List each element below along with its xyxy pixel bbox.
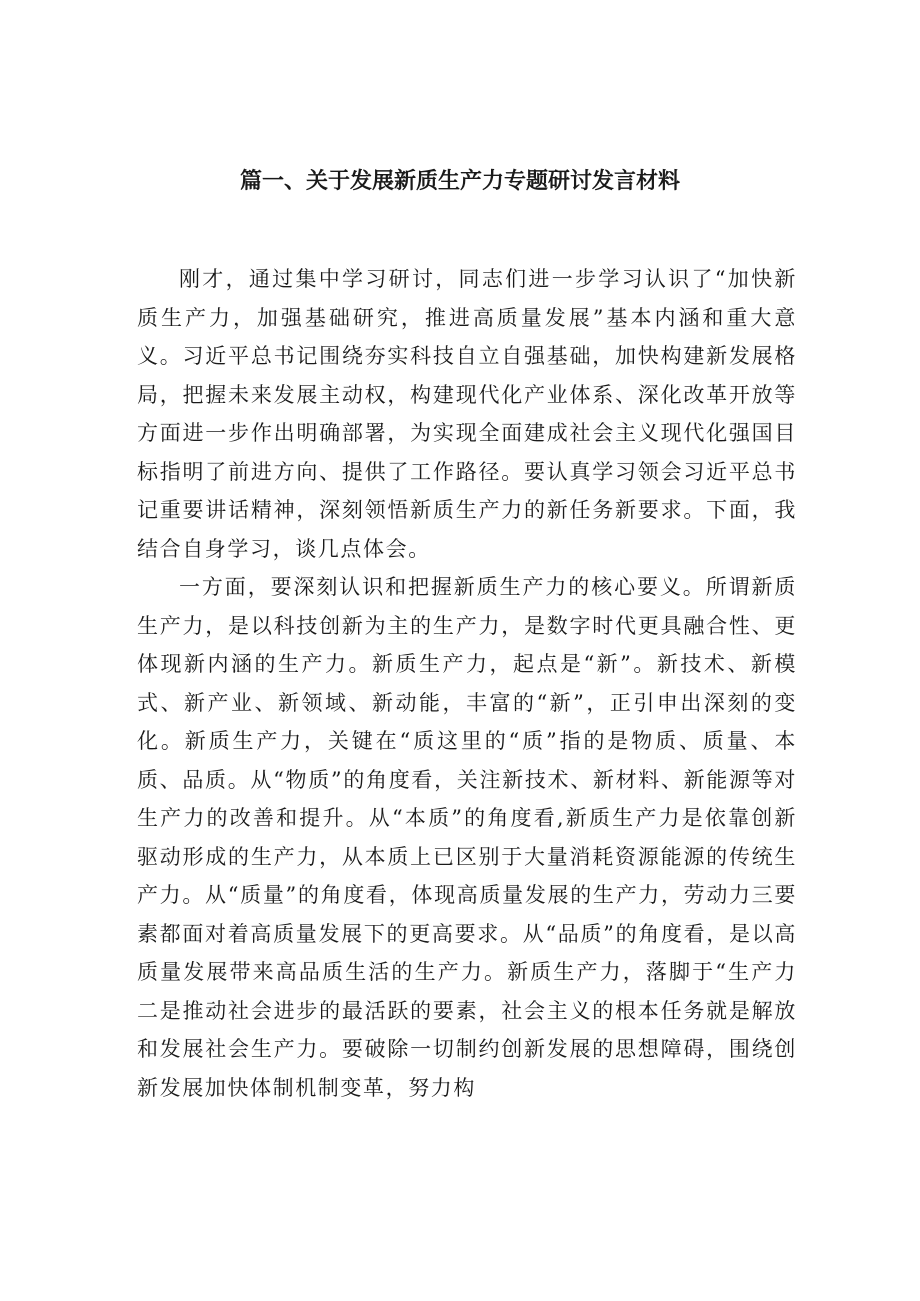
paragraph-core-meaning: 一方面，要深刻认识和把握新质生产力的核心要义。所谓新质生产力，是以科技创新为主的生产力，是数字时代更具融合性、更体现新内涵的生产力。新质生产力，起点是“新”。新技术、新模式、新产业、新领域、新动能，丰富的“新”，正引申出深刻的变化。新质生产力，关键在“质这里的“质”指的是物质、质量、本质、品质。从“物质”的角度看，关注新技术、新材料、新能源等对生产力的改善和提升。从“本质”的角度看,新质生产力是依靠创新驱动形成的生产力，从本质上已区别于大量消耗资源能源的传统生产力。从“质量”的角度看，体现高质量发展的生产力，劳动力三要素都面对着高质量发展下的更高要求。从“品质”的角度看，是以高质量发展带来高品质生活的生产力。新质生产力，落脚于“生产力二是推动社会进步的最活跃的要素，社会主义的根本任务就是解放和发展社会生产力。要破除一切制约创新发展的思想障碍，围绕创新发展加快体制机制变革，努力构 xyxy=(137,575,797,1100)
paragraph-intro: 刚才，通过集中学习研讨，同志们进一步学习认识了“加快新质生产力，加强基础研究，推进高质量发展”基本内涵和重大意义。习近平总书记围绕夯实科技自立自强基础，加快构建新发展格局，把握未来发展主动权，构建现代化产业体系、深化改革开放等方面进一步作出明确部署，为实现全面建成社会主义现代化强国目标指明了前进方向、提供了工作路径。要认真学习领会习近平总书记重要讲话精神，深刻领悟新质生产力的新任务新要求。下面，我结合自身学习，谈几点体会。 xyxy=(137,267,797,561)
document-title: 篇一、关于发展新质生产力专题研讨发言材料 xyxy=(239,169,680,194)
document-body xyxy=(137,260,797,1107)
